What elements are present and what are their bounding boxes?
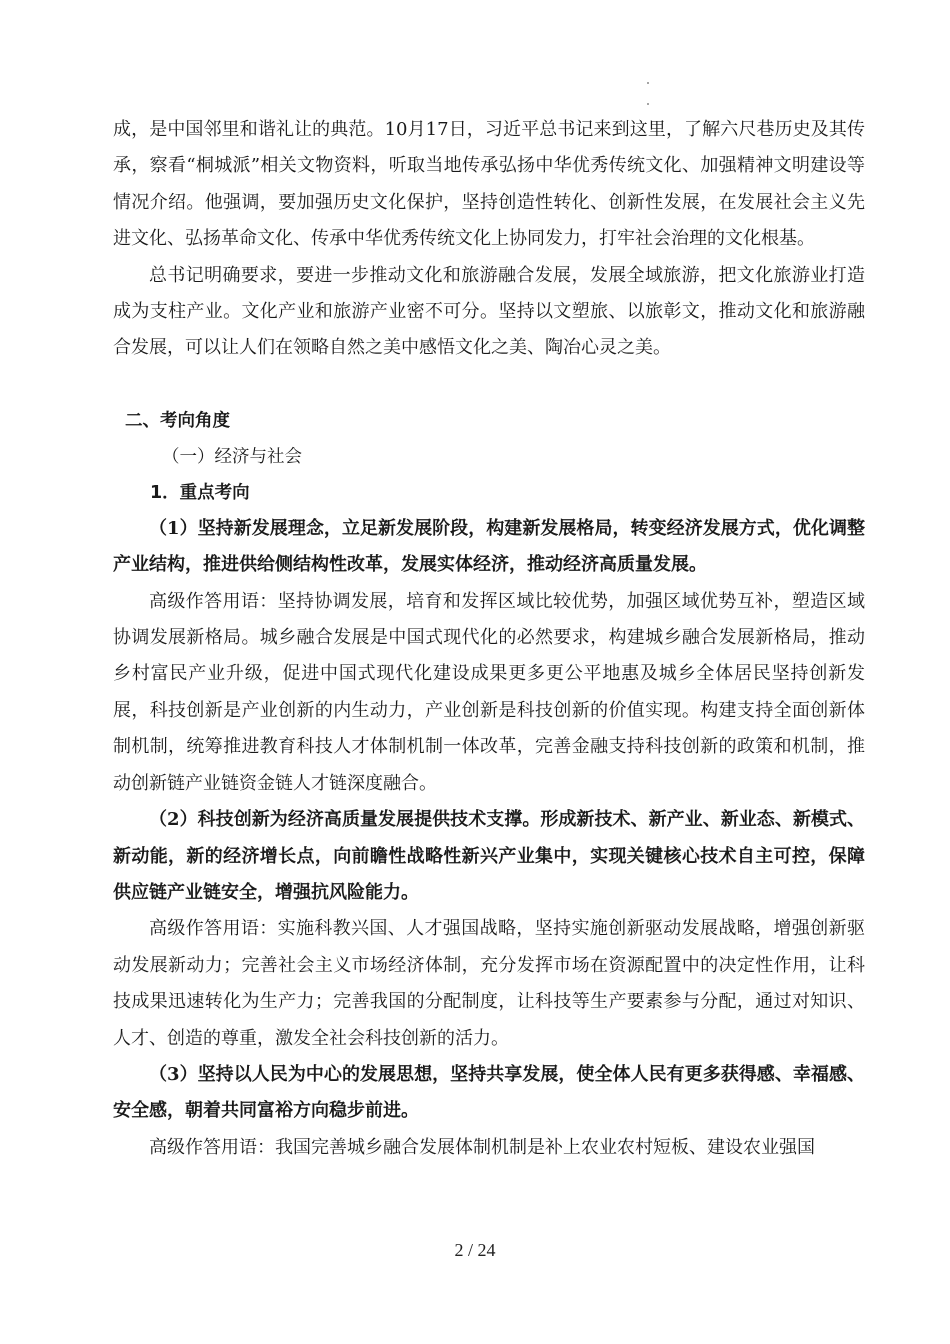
- key-point-1: （1）坚持新发展理念，立足新发展阶段，构建新发展格局，转变经济发展方式，优化调整产业结构，推进供给侧结构性改革，发展实体经济，推动经济高质量发展。: [113, 517, 865, 576]
- answer-1: 高级作答用语：坚持协调发展，培育和发挥区域比较优势，加强区域优势互补，塑造区域协调发展新格局。城乡融合发展是中国式现代化的必然要求，构建城乡融合发展新格局，推动乡村富民产业升级，促进中国式现代化建设成果更多更公平地惠及城乡全体居民坚持创新发展，科技创新是产业创新的内生动力，产业创新是科技创新的价值实现。构建支持全面创新体制机制，统筹推进教育科技人才体制机制一体改革，完善金融支持科技创新的政策和机制，推动创新链产业链资金链人才链深度融合。: [113, 590, 865, 794]
- paragraph-culture-tourism: 总书记明确要求，要进一步推动文化和旅游融合发展，发展全域旅游，把文化旅游业打造成为支柱产业。文化产业和旅游产业密不可分。坚持以文塑旅、以旅彰文，推动文化和旅游融合发展，可以让人们在领略自然之美中感悟文化之美、陶冶心灵之美。: [113, 264, 865, 359]
- subsection-heading: （一）经济与社会: [162, 446, 302, 467]
- key-direction-heading: 1．重点考向: [150, 482, 250, 503]
- page-body: [113, 112, 865, 1166]
- speck: [647, 82, 649, 84]
- spacer: [113, 367, 865, 403]
- key-point-3: （3）坚持以人民为中心的发展思想，坚持共享发展，使全体人民有更多获得感、幸福感、安全感，朝着共同富裕方向稳步前进。: [113, 1063, 865, 1122]
- section-heading: 二、考向角度: [125, 410, 230, 431]
- answer-2: 高级作答用语：实施科教兴国、人才强国战略，坚持实施创新驱动发展战略，增强创新驱动发展新动力；完善社会主义市场经济体制，充分发挥市场在资源配置中的决定性作用，让科技成果迅速转化为生产力；完善我国的分配制度，让科技等生产要素参与分配，通过对知识、人才、创造的尊重，激发全社会科技创新的活力。: [113, 918, 865, 1049]
- key-point-2: （2）科技创新为经济高质量发展提供技术支撑。形成新技术、新产业、新业态、新模式、新动能，新的经济增长点，向前瞻性战略性新兴产业集中，实现关键核心技术自主可控，保障供应链产业链安全，增强抗风险能力。: [113, 809, 865, 903]
- page-number: 2 / 24: [454, 1240, 496, 1260]
- answer-3: 高级作答用语：我国完善城乡融合发展体制机制是补上农业农村短板、建设农业强国: [149, 1136, 815, 1158]
- speck: [647, 103, 649, 105]
- paragraph-liuchixiang: 成，是中国邻里和谐礼让的典范。10月17日，习近平总书记来到这里，了解六尺巷历史及其传承，察看“桐城派”相关文物资料，听取当地传承弘扬中华优秀传统文化、加强精神文明建设等情况介绍。他强调，要加强历史文化保护，坚持创造性转化、创新性发展，在发展社会主义先进文化、弘扬革命文化、传承中华优秀传统文化上协同发力，打牢社会治理的文化根基。: [113, 119, 865, 250]
